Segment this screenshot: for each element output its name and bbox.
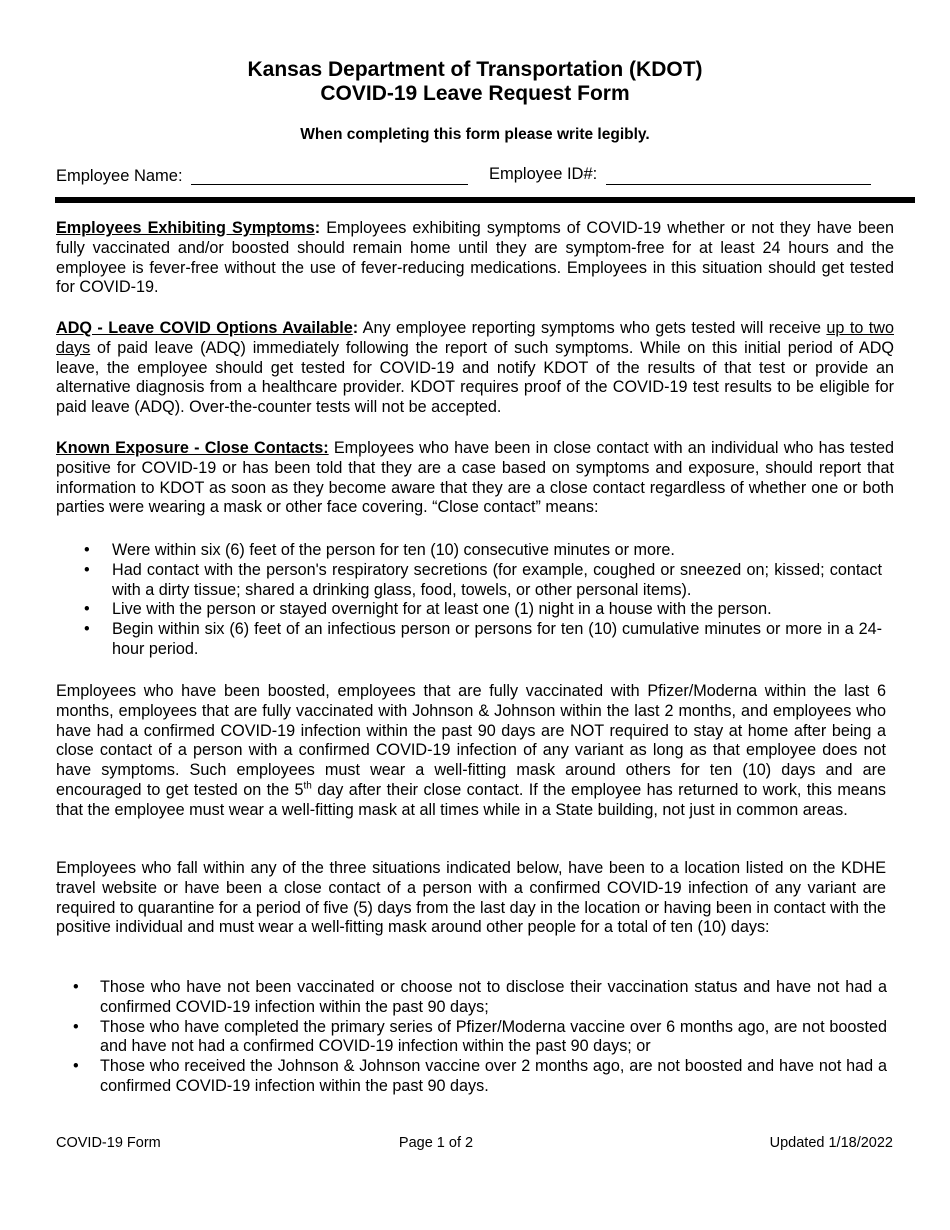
bullet-icon: •: [73, 978, 79, 996]
footer-page-number: Page 1 of 2: [398, 1135, 474, 1151]
adq-paragraph: [56, 319, 894, 418]
employee-name-field[interactable]: [191, 184, 468, 185]
list-item: [56, 600, 882, 620]
document-title-line2: COVID-19 Leave Request Form: [320, 82, 630, 105]
quarantine-paragraph: [56, 859, 886, 938]
footer-updated-date: Updated 1/18/2022: [769, 1135, 893, 1151]
list-item-text: Had contact with the person's respiratory secretions (for example, coughed or sneezed on; kissed; contact with a dirty tissue; shared a drinking glass, food, towels, or other personal items).: [112, 560, 882, 599]
bullet-icon: •: [84, 620, 90, 639]
bullet-icon: •: [84, 560, 90, 579]
instruction-note: When completing this form please write legibly.: [300, 126, 650, 143]
adq-underlined-text: up to two days: [56, 319, 894, 357]
boosted-superscript: th: [303, 780, 312, 792]
symptoms-paragraph: [56, 219, 894, 298]
close-contact-list: [56, 541, 882, 660]
bullet-icon: •: [73, 1017, 79, 1036]
list-item-text: Live with the person or stayed overnight for at least one (1) night in a house with the person.: [112, 600, 772, 619]
symptoms-text: Employees exhibiting symptoms of COVID-19 whether or not they have been fully vaccinated and/or boosted should remain home until they are symptom-free for at least 24 hours and the employee is fever-free without the use of fever-reducing medications. Employees in this situation should get tested for COVID-19.: [56, 219, 894, 297]
list-item: [56, 620, 882, 660]
symptoms-heading-colon: :: [314, 219, 321, 237]
list-item-text: Those who received the Johnson & Johnson vaccine over 2 months ago, are not boosted and have not had a confirmed COVID-19 infection within the past 90 days.: [100, 1057, 887, 1095]
bullet-icon: •: [84, 600, 90, 619]
list-item-text: Were within six (6) feet of the person for ten (10) consecutive minutes or more.: [112, 541, 675, 559]
list-item-text: Those who have not been vaccinated or choose not to disclose their vaccination status and have not had a confirmed COVID-19 infection within the past 90 days;: [100, 978, 887, 1016]
document-title-line1: Kansas Department of Transportation (KDOT): [247, 58, 703, 81]
list-item: [56, 1057, 887, 1097]
exposure-text: Employees who have been in close contact with an individual who has tested positive for COVID-19 or has been told that they are a case based on symptoms and exposure, should report that information to KDOT as soon as they become aware that they are a close contact regardless of whether one or both parties were wearing a mask or other face covering. “Close contact” means:: [56, 439, 895, 517]
quarantine-list: [56, 978, 887, 1097]
boosted-text-start: Employees who have been boosted, employees that are fully vaccinated with Pfizer/Moderna within the last 6 months, employees that are fully vaccinated with Johnson & Johnson within the last 2 months, and employees who have had a confirmed COVID-19 infection within the past 90 days are NOT required to stay at home after being a close contact of a person with a confirmed COVID-19 infection of any variant as long as that employee does not have symptoms. Such employees must wear a well-fitting mask around others for ten (10) days and are encouraged to get tested on the 5: [56, 682, 886, 799]
boosted-text-end: day after their close contact. If the employee has returned to work, this means that the employee must wear a well-fitting mask at all times while in a State building, not just in common areas.: [56, 780, 886, 819]
list-item-text: Begin within six (6) feet of an infectious person or persons for ten (10) cumulative minutes or more in a 24-hour period.: [112, 620, 882, 658]
list-item: [56, 541, 882, 561]
adq-heading-colon: :: [352, 319, 359, 337]
symptoms-heading: Employees Exhibiting Symptoms: [56, 219, 315, 237]
bullet-icon: •: [84, 541, 90, 559]
list-item: [56, 561, 882, 601]
bullet-icon: •: [73, 1057, 79, 1076]
adq-text-end: of paid leave (ADQ) immediately following the report of such symptoms. While on this initial period of ADQ leave, the employee should get tested for COVID-19 and notify KDOT of the results of that test or provide an alternative diagnosis from a healthcare provider. KDOT requires proof of the COVID-19 test results to be eligible for paid leave (ADQ). Over-the-counter tests will not be accepted.: [56, 338, 894, 417]
list-item: [56, 1018, 887, 1058]
exposure-paragraph: [56, 439, 894, 518]
exposure-heading: Known Exposure - Close Contacts:: [56, 439, 329, 457]
header-divider: [55, 197, 915, 203]
footer-form-name: COVID-19 Form: [56, 1135, 161, 1151]
employee-id-field[interactable]: [606, 184, 871, 185]
adq-heading: ADQ - Leave COVID Options Available: [56, 319, 353, 337]
employee-id-label: Employee ID#:: [489, 165, 598, 183]
adq-text-start: Any employee reporting symptoms who gets tested will receive: [358, 319, 827, 337]
quarantine-text: Employees who fall within any of the three situations indicated below, have been to a location listed on the KDHE travel website or have been a close contact of a person with a confirmed COVID-19 infection of any variant are required to quarantine for a period of five (5) days from the last day in the location or having been in contact with the positive individual and must wear a well-fitting mask around other people for a total of ten (10) days:: [56, 859, 886, 937]
employee-name-label: Employee Name:: [56, 167, 183, 185]
boosted-paragraph: [56, 682, 886, 821]
list-item-text: Those who have completed the primary series of Pfizer/Moderna vaccine over 6 months ago, are not boosted and have not had a confirmed COVID-19 infection within the past 90 days; or: [100, 1017, 887, 1056]
list-item: [56, 978, 887, 1018]
